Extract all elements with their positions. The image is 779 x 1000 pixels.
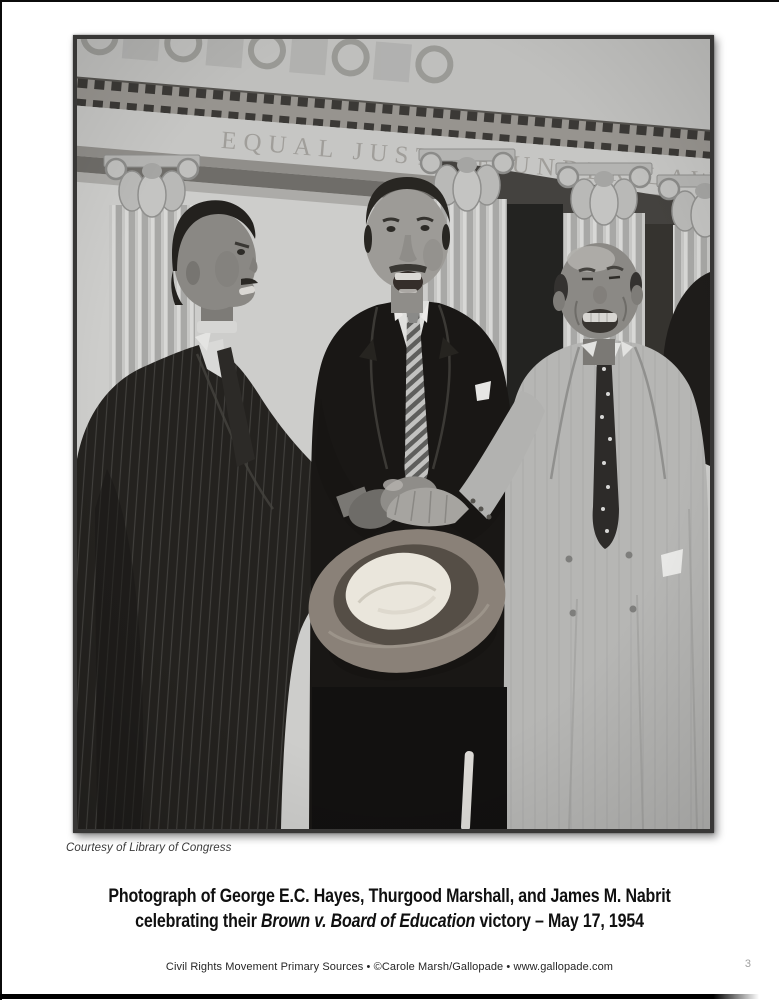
caption-case-name: Brown v. Board of Education: [261, 910, 476, 932]
supreme-court-photograph: [77, 39, 710, 829]
caption-line-2-prefix: celebrating their: [135, 910, 262, 932]
page-number: 3: [744, 958, 751, 970]
footer-text: Civil Rights Movement Primary Sources • ©Carole Marsh/Gallopade • www.gallopade.com: [165, 961, 614, 973]
photo-credit: Courtesy of Library of Congress: [66, 842, 232, 854]
photo-caption: [0, 884, 779, 934]
photo-frame: [73, 35, 714, 833]
caption-line-2-suffix: victory – May 17, 1954: [475, 910, 644, 932]
caption-line-1: Photograph of George E.C. Hayes, Thurgood Marshall, and James M. Nabrit: [108, 885, 671, 907]
page-edge-left: [0, 0, 2, 1000]
page-edge-top: [0, 0, 779, 2]
page-edge-bottom: [0, 994, 759, 999]
caption-line-2: [70, 909, 709, 934]
vignette: [77, 39, 710, 829]
